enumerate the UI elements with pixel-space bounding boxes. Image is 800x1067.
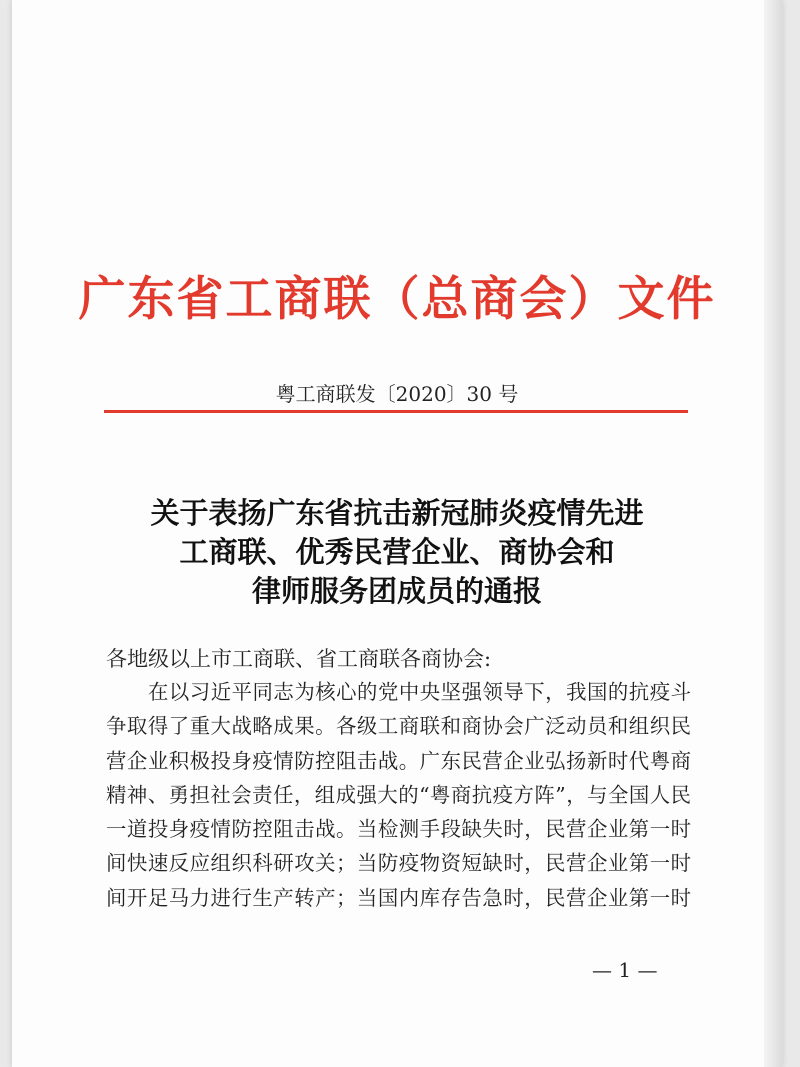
subject-line: 关于表扬广东省抗击新冠肺炎疫情先进 (150, 496, 644, 530)
document-header-title: 广东省工商联（总商会）文件 (78, 272, 716, 327)
red-separator-line (104, 410, 688, 413)
document-number: 粤工商联发〔2020〕30 号 (275, 382, 519, 406)
subject-line: 律师服务团成员的通报 (251, 574, 542, 608)
body-line: 一道投身疫情防控阻击战。当检测手段缺失时，民营企业第一时 (106, 817, 691, 842)
body-line: 营企业积极投身疫情防控阻击战。广东民营企业弘扬新时代粤商 (106, 748, 691, 773)
subject-line: 工商联、优秀民营企业、商协会和 (179, 535, 615, 569)
page-edge-shadow (764, 0, 782, 1067)
body-line: 精神、勇担社会责任，组成强大的“粤商抗疫方阵”，与全国人民 (106, 782, 691, 807)
salutation: 各地级以上市工商联、省工商联各商协会: (106, 647, 492, 671)
body-line: 争取得了重大战略成果。各级工商联和商协会广泛动员和组织民 (106, 714, 691, 739)
body-line: 间快速反应组织科研攻关；当防疫物资短缺时，民营企业第一时 (106, 851, 691, 876)
body-line: 间开足马力进行生产转产；当国内库存告急时，民营企业第一时 (106, 885, 691, 910)
body-line: 在以习近平同志为核心的党中央坚强领导下，我国的抗疫斗 (148, 680, 691, 704)
document-subject (12, 494, 782, 611)
body-paragraph (106, 675, 691, 915)
page-number: — 1 — (592, 958, 658, 982)
document-page (12, 0, 782, 1067)
